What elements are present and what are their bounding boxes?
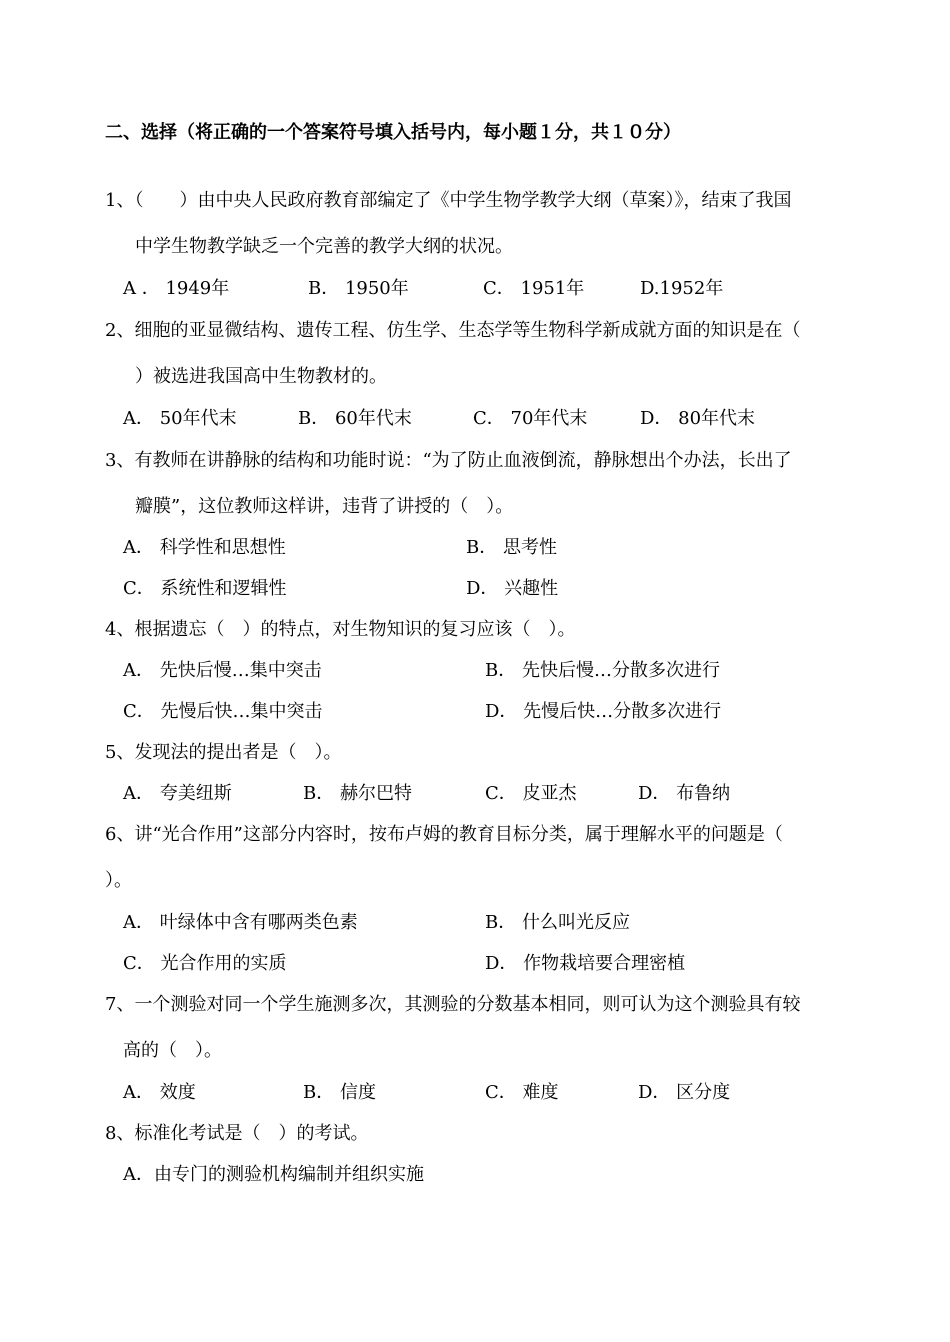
question-2-stem-line-2: ）被选进我国高中生物教材的。 xyxy=(135,366,387,387)
question-3-option-d: D． 兴趣性 xyxy=(466,578,559,599)
question-2-option-b: B． 60年代末 xyxy=(298,408,412,429)
question-7-stem-line-2: 高的（ ）。 xyxy=(123,1040,222,1061)
question-1-option-b: B． 1950年 xyxy=(308,278,409,299)
question-6-option-c: C． 光合作用的实质 xyxy=(123,953,287,974)
question-1-option-d: D.1952年 xyxy=(640,278,724,299)
question-2-option-a: A． 50年代末 xyxy=(123,408,237,429)
question-3-option-c: C． 系统性和逻辑性 xyxy=(123,578,287,599)
question-5-option-c: C． 皮亚杰 xyxy=(485,783,577,804)
question-1-stem-line-2: 中学生物教学缺乏一个完善的教学大纲的状况。 xyxy=(135,236,513,257)
question-5-option-d: D． 布鲁纳 xyxy=(638,783,731,804)
question-5-option-a: A． 夸美纽斯 xyxy=(123,783,232,804)
question-1-stem-line-1: 1、（ ）由中央人民政府教育部编定了《中学生物学教学大纲（草案）》，结束了我国 xyxy=(105,190,792,211)
question-3-stem-line-1: 3、有教师在讲静脉的结构和功能时说：“为了防止血液倒流，静脉想出个办法，长出了 xyxy=(105,450,792,471)
question-2-stem-line-1: 2、细胞的亚显微结构、遗传工程、仿生学、生态学等生物科学新成就方面的知识是在（ xyxy=(105,320,801,341)
question-8-option-a: A．由专门的测验机构编制并组织实施 xyxy=(123,1164,424,1185)
question-2-option-c: C． 70年代末 xyxy=(473,408,588,429)
question-5-stem: 5、发现法的提出者是（ ）。 xyxy=(105,742,342,763)
question-6-stem-line-1: 6、讲“光合作用”这部分内容时，按布卢姆的教育目标分类，属于理解水平的问题是（ xyxy=(105,824,783,845)
question-6-stem-line-2: ）。 xyxy=(105,870,132,891)
question-7-option-c: C． 难度 xyxy=(485,1082,559,1103)
question-7-option-d: D． 区分度 xyxy=(638,1082,731,1103)
question-1-option-a: A ． 1949年 xyxy=(123,278,230,299)
question-2-option-d: D． 80年代末 xyxy=(640,408,756,429)
question-3-stem-line-2: 瓣膜”，这位教师这样讲，违背了讲授的（ ）。 xyxy=(135,496,514,517)
question-4-option-c: C． 先慢后快…集中突击 xyxy=(123,701,323,722)
question-4-option-d: D． 先慢后快…分散多次进行 xyxy=(485,701,722,722)
question-7-option-b: B． 信度 xyxy=(303,1082,376,1103)
question-1-option-c: C． 1951年 xyxy=(483,278,585,299)
question-8-stem: 8、标准化考试是（ ）的考试。 xyxy=(105,1123,369,1144)
question-4-option-a: A． 先快后慢…集中突击 xyxy=(123,660,322,681)
question-3-option-b: B． 思考性 xyxy=(466,537,557,558)
question-4-option-b: B． 先快后慢…分散多次进行 xyxy=(485,660,720,681)
question-7-option-a: A． 效度 xyxy=(123,1082,196,1103)
question-5-option-b: B． 赫尔巴特 xyxy=(303,783,412,804)
question-6-option-a: A． 叶绿体中含有哪两类色素 xyxy=(123,912,358,933)
question-3-option-a: A． 科学性和思想性 xyxy=(123,537,286,558)
question-6-option-d: D． 作物栽培要合理密植 xyxy=(485,953,686,974)
question-7-stem-line-1: 7、一个测验对同一个学生施测多次，其测验的分数基本相同，则可认为这个测验具有较 xyxy=(105,994,801,1015)
question-6-option-b: B． 什么叫光反应 xyxy=(485,912,630,933)
section-title: 二、选择（将正确的一个答案符号填入括号内，每小题１分，共１０分） xyxy=(105,122,681,143)
question-4-stem: 4、根据遗忘（ ）的特点，对生物知识的复习应该（ ）。 xyxy=(105,619,576,640)
